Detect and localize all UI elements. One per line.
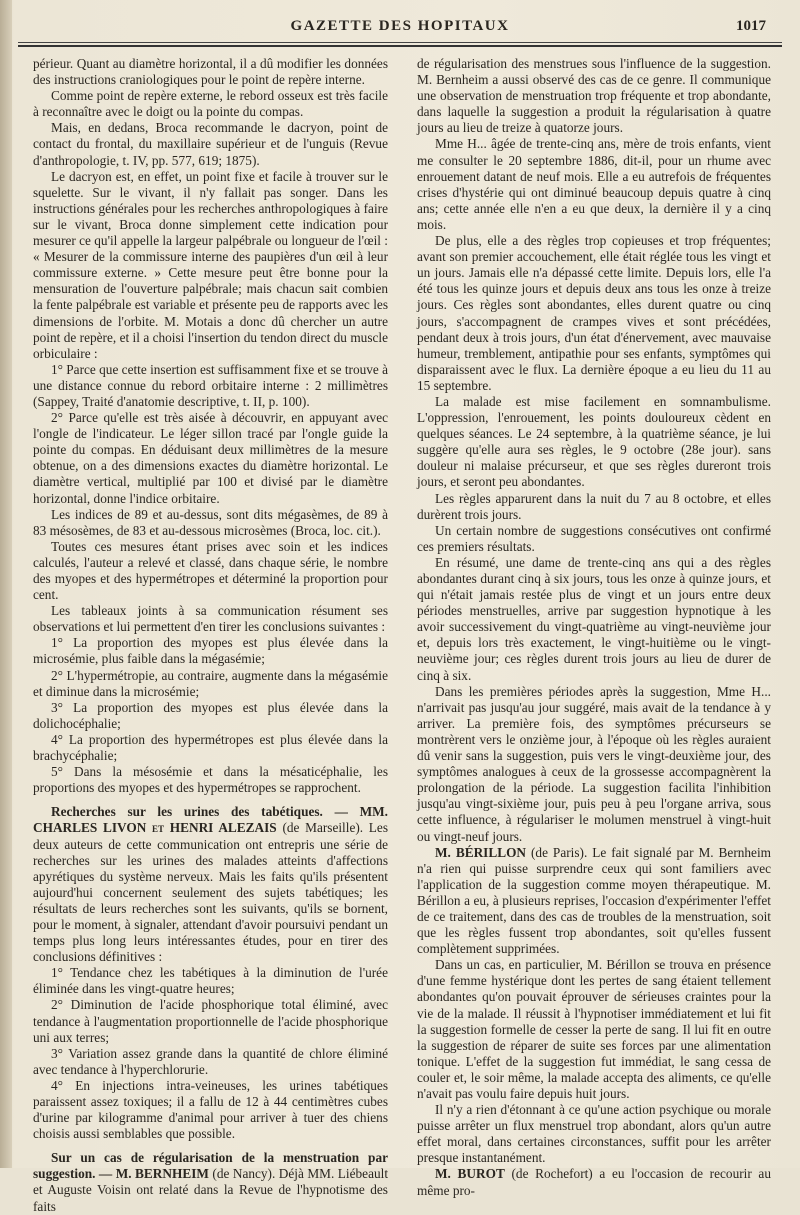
paragraph: Dans les premières périodes après la suggestion, Mme H... n'arrivait pas jusqu'au jour suggéré, mais avait de la tendance à y arriver. La première fois, des symptômes précurseurs se montrèrent vers le onzième jour, à l'époque où les règles auraient dû venir sans la suggestion, puis vers le vingt-deuxième jour, des symptômes analogues à ceux de la grossesse accompagnèrent la prolongation de la période. La suggestion facilita l'inhibition jusqu'au vingt-sixième jour, puis peu à peu l'organe arriva, sous cette influence, à régulariser le molumen menstruel à vingt-huit ou vingt-neuf jours. [417,683,771,844]
journal-title: GAZETTE DES HOPITAUX [290,18,510,34]
paragraph: En résumé, une dame de trente-cinq ans qui a des règles abondantes durant cinq à six jours, tous les onze à quinze jours, et qui n'était jamais restée plus de vingt et un jours entre deux périodes menstruelles, arrive par suggestion hypnotique à les avoir successivement du vingt-quatrième au vingt-neuvième jour et, depuis lors très exactement, le vingt-huitième ou le vingt-neuvième jour; ces règles durent trois jours au lieu de durer de cinq à six. [417,554,771,683]
conclusion-item: 3° La proportion des myopes est plus élevée dans la dolichocéphalie; [33,699,388,731]
section-body: (de Marseille). Les deux auteurs de cette communication ont entrepris une série de recherches sur les urines des malades atteints d'affections apyrétiques du système nerveux. Mais les faits qu'ils présentent aujourd'hui concernent seulement des sujets tabétiques; les résultats de leurs recherches sont les suivants, qu'ils se bornent, pour le moment, à signaler, attendant d'avoir poursuivi pendant un temps plus long leurs intéressantes études, pour en tirer des conclusions définitives : [33,820,389,965]
right-column [417,56,771,1198]
paragraph: Les règles apparurent dans la nuit du 7 au 8 octobre, et elles durèrent trois jours. [417,490,771,522]
paragraph: Il n'y a rien d'étonnant à ce qu'une action psychique ou morale puisse arrêter un flux menstruel trop abondant, alors qu'un autre effet moral, dans certaines circonstances, suffit pour les arrêter presque instantanément. [417,1102,771,1166]
section-title: Sur un cas de régularisation de la menstruation par suggestion. [33,1150,388,1182]
paragraph: Dans un cas, en particulier, M. Bérillon se trouva en présence d'une femme hystérique dont les pertes de sang étaient tellement abondantes qu'on pouvait éprouver de sérieuses craintes pour la vie de la malade. Il réussit à l'hypnotiser immédiatement et lui fit la suggestion formelle de cesser la perte de sang. Il lui fit en outre la suggestion de réparer de suite ses forces par une alimentation tonique. L'effet de la suggestion fut immédiat, le sang cessa de couler et, le soir même, la malade accepta des aliments, ce qu'elle n'avait pas voulu faire depuis huit jours. [417,957,771,1101]
paragraph-burot [417,1166,771,1198]
paragraph: La malade est mise facilement en somnambulisme. L'oppression, l'enrouement, les points douloureux cèdent en quelques séances. Le 24 septembre, à la quatrième séance, je lui suggère qu'elle aura ses règles, le 9 octobre (28e jour). sans douleur ni malaise précurseur, et que ses règles dureront trois jours, et seront peu abondantes. [417,393,771,490]
paragraph: périeur. Quant au diamètre horizontal, il a dû modifier les données des instructions craniologiques pour le point de repère interne. [33,56,388,88]
page-header [18,12,782,40]
conclusion-item: 1° La proportion des myopes est plus élevée dans la microsémie, plus faible dans la mégasémie; [33,635,388,667]
paragraph: Comme point de repère externe, le rebord osseux est très facile à reconnaître avec le doigt ou la pointe du compas. [33,88,388,120]
speaker-name: M. BÉRILLON [435,844,527,860]
page-binding-edge [0,0,12,1168]
section-urines-tabetiques [33,804,388,965]
paragraph: Les indices de 89 et au-dessus, sont dits mégasèmes, de 89 à 83 mésosèmes, de 83 et au-dessous microsèmes (Broca, loc. cit.). [33,506,388,538]
section-title: Recherches sur les urines des tabétiques. [51,804,323,820]
section-regularisation-menstruation [33,1150,388,1214]
paragraph-berillon [417,845,771,958]
header-rule-thin [18,42,782,43]
left-column [33,56,389,1214]
paragraph: 1° Parce que cette insertion est suffisamment fixe et se trouve à une distance connue du rebord orbitaire interne : 2 millimètres (Sappey, Traité d'anatomie descriptive, t. II, p. 100). [33,361,389,409]
page-number: 1017 [736,18,766,34]
paragraph: Les tableaux joints à sa communication résument ses observations et lui permettent d'en tirer les conclusions suivantes : [33,603,388,635]
section-authors: — MM. CHARLES LIVON et HENRI ALEZAIS [33,804,389,836]
paragraph: De plus, elle a des règles trop copieuses et trop fréquentes; avant son premier accouchement, elle était réglée tous les vingt et un jours. Jamais elle n'a dépassé cette limite. Depuis lors, elle l'a été tous les quinze jours et depuis deux ans tous les onze à treize jours. Ces règles sont abondantes, elles durent quatre ou cinq jours, s'accompagnent de crampes vives et sont précédées, pendant deux à trois jours, d'un état d'énervement, avec mauvaise humeur, tremblement, antipathie pour ses enfants, symptômes qui disparaissent avec le flux. La dernière époque a eu lieu du 11 au 15 septembre. [417,233,771,393]
conclusion-item: 4° La proportion des hypermétropes est plus élevée dans la brachycéphalie; [33,731,388,764]
paragraph: Un certain nombre de suggestions consécutives ont confirmé ces premiers résultats. [417,522,771,554]
header-rule-thick [18,45,782,47]
conclusion-item: 4° En injections intra-veineuses, les urines tabétiques paraissent assez toxiques; il a fallu de 12 à 44 centimètres cubes d'urine par kilogramme d'animal pour arriver à tuer des chiens choisis aussi semblables que possible. [33,1077,388,1142]
paragraph: Le dacryon est, en effet, un point fixe et facile à trouver sur le squelette. Sur le vivant, il n'y fallait pas songer. Dans les instructions générales pour les recherches anthropologiques à faire sur le vivant, Broca donne simplement cette indication pour mesurer ce qu'il appelle la largeur palpébrale ou longueur de l'œil : « Mesurer de la commissure interne des paupières d'un œil à leur commissure externe. » Cette mesure peut être bonne pour la mensuration de l'ouverture palpébrale; mais chacun sait combien la fente palpébrale est variable et présente peu de rapports avec les dimensions de l'orbite. M. Motais a donc dû chercher un autre point de repère, et il a choisi l'insertion du tendon direct du muscle orbiculaire : [33,168,388,361]
conclusion-item: 1° Tendance chez les tabétiques à la diminution de l'urée éliminée dans les vingt-quatre heures; [33,965,388,997]
paragraph-text: (de Paris). Le fait signalé par M. Bernheim n'a rien qui puisse surprendre ceux qui sont familiers avec l'application de la suggestion comme moyen thérapeutique. M. Bérillon a eu, à plusieurs reprises, l'occasion d'expérimenter l'effet de ce traitement, dans des cas de troubles de la menstruation, soit que les règles fussent trop abondantes, soit qu'elles fussent complètement supprimées. [417,844,771,957]
paragraph: Mme H... âgée de trente-cinq ans, mère de trois enfants, vient me consulter le 20 septembre 1886, dit-il, pour un rhume avec enrouement datant de neuf mois. Elle a eu autrefois de fréquentes crises d'hystérie qui ont diminué beaucoup depuis quatre à cinq ans; cette année elle n'en a eu que deux, la dernière il y a cinq mois. [417,136,771,232]
paragraph-text: (de Rochefort) a eu l'occasion de recourir au même pro- [417,1166,771,1198]
paragraph: Toutes ces mesures étant prises avec soin et les indices calculés, l'auteur a relevé et classé, dans chaque série, le nombre des myopes et des hypermétropes et déterminé la proportion pour cent. [33,538,388,603]
paragraph: Mais, en dedans, Broca recommande le dacryon, point de contact du frontal, du maxillaire supérieur et de l'unguis (Revue d'anthropologie, t. IV, pp. 577, 619; 1875). [33,120,388,168]
conclusion-item: 2° L'hypermétropie, au contraire, augmente dans la mégasémie et diminue dans la microsémie; [33,667,388,699]
conclusion-item: 2° Diminution de l'acide phosphorique total éliminé, avec tendance à l'augmentation proportionnelle de l'acide phosphorique uni aux terres; [33,997,388,1045]
section-authors: — M. BERNHEIM [98,1166,209,1182]
conclusion-item: 5° Dans la mésosémie et dans la mésaticéphalie, les proportions des myopes et des hypermétropes se rapprochent. [33,764,388,796]
section-body: (de Nancy). Déjà MM. Liébeault et Auguste Voisin ont relaté dans la Revue de l'hypnotisme des faits [33,1166,389,1214]
paragraph: de régularisation des menstrues sous l'influence de la suggestion. M. Bernheim a aussi observé des cas de ce genre. Il communique une observation de menstruation trop fréquente et trop abondante, dans laquelle la suggestion a produit la régularisation à quatre jours au lieu de treize à quatorze jours. [417,56,771,136]
paragraph: 2° Parce qu'elle est très aisée à découvrir, en appuyant avec l'ongle de l'indicateur. Le léger sillon tracé par l'ongle guide la pointe du compas. En déduisant deux millimètres de la mesure obtenue, on a des dimensions exactes du diamètre horizontal. Le diamètre vertical, multiplié par 100 et divisé par le diamètre horizontal, donne l'indice orbitaire. [33,410,388,506]
conclusion-item: 3° Variation assez grande dans la quantité de chlore éliminé avec tendance à l'hyperchlorurie. [33,1045,388,1077]
speaker-name: M. BUROT [435,1166,505,1182]
